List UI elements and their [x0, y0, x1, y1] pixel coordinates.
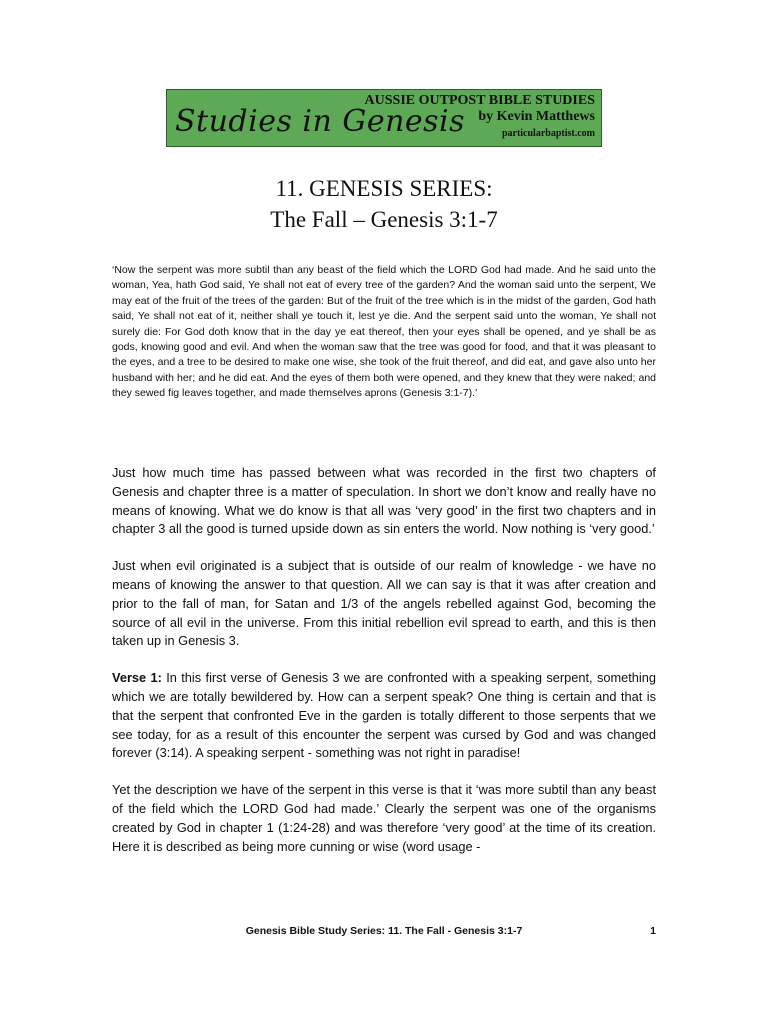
paragraph-intro: Just how much time has passed between what was recorded in the first two chapters of Genesis and chapter three is a matter of speculation. In short we don’t know and really have no means of knowing. What we do know is that all was ‘very good’ in the first two chapters and in chapter 3 all the good is turned upside down as sin enters the world. Now nothing is ‘very good.’	[112, 465, 656, 537]
footer-title: Genesis Bible Study Series: 11. The Fall - Genesis 3:1-7	[245, 925, 523, 937]
verse-1-text: In this first verse of Genesis 3 we are confronted with a speaking serpent, something which we are totally bewildered by. How can a serpent speak? One thing is certain and that is that the serpent that confronted Eve in the garden is totally different to those serpents that we see today, for as a result of this encounter the serpent was cursed by God and was changed forever (3:14). A speaking serpent - something was not right in paradise!	[112, 670, 656, 761]
page-number: 1	[650, 925, 656, 937]
banner-website: particularbaptist.com	[501, 128, 595, 139]
banner-author: by Kevin Matthews	[478, 109, 595, 124]
paragraph-verse-1	[112, 669, 656, 763]
body-text	[112, 464, 656, 874]
paragraph-origin-of-evil: Just when evil originated is a subject that is outside of our realm of knowledge - we have no means of knowing the answer to that question. All we can say is that it was after creation and prior to the fall of man, for Satan and 1/3 of the angels rebelled against God, becoming the source of all evil in the universe. From this initial rebellion evil spread to earth, and this is then taken up in Genesis 3.	[112, 558, 656, 649]
header-banner	[166, 89, 602, 147]
page-title-line-1: 11. GENESIS SERIES:	[275, 176, 493, 201]
page-title-line-2: The Fall – Genesis 3:1-7	[270, 207, 498, 232]
paragraph-serpent-description: Yet the description we have of the serpent in this verse is that it ‘was more subtil than any beast of the field which the LORD God had made.’ Clearly the serpent was one of the organisms created by God in chapter 1 (1:24-28) and was therefore ‘very good’ at the time of its creation. Here it is described as being more cunning or wise (word usage -	[112, 782, 656, 854]
banner-series-name: AUSSIE OUTPOST BIBLE STUDIES	[364, 93, 595, 108]
scripture-quote: ‘Now the serpent was more subtil than any beast of the field which the LORD God had made. And he said unto the woman, Yea, hath God said, Ye shall not eat of every tree of the garden? And the woman said unto the serpent, We may eat of the fruit of the trees of the garden: But of the fruit of the tree which is in the midst of the garden, God hath said, Ye shall not eat of it, neither shall ye touch it, lest ye die. And the serpent said unto the woman, Ye shall not surely die: For God doth know that in the day ye eat thereof, then your eyes shall be opened, and ye shall be as gods, knowing good and evil. And when the woman saw that the tree was good for food, and that it was pleasant to the eyes, and a tree to be desired to make one wise, she took of the fruit thereof, and did eat, and gave also unto her husband with her; and he did eat. And the eyes of them both were opened, and they knew that they were naked; and they sewed fig leaves together, and made themselves aprons (Genesis 3:1-7).’	[112, 264, 656, 400]
banner-script-title: Studies in Genesis	[175, 104, 466, 139]
verse-1-heading: Verse 1:	[112, 670, 162, 686]
